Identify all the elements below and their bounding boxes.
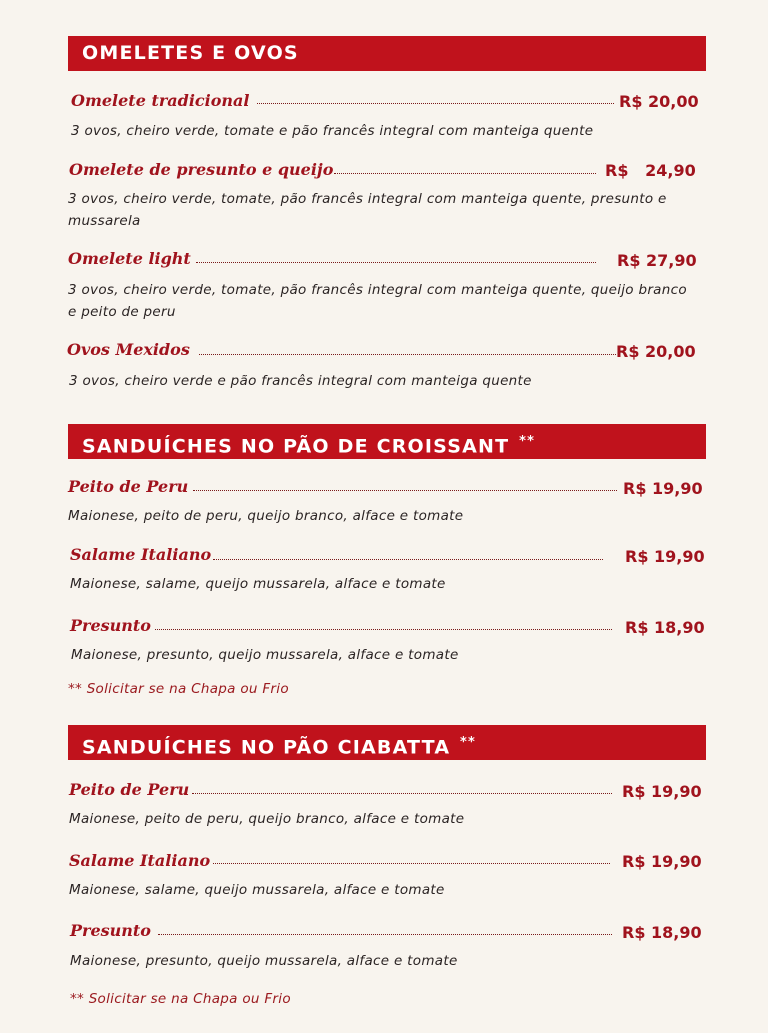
item-name: Peito de Peru [68, 477, 189, 496]
item-description: 3 ovos, cheiro verde e pão francês integral com manteiga quente [69, 373, 532, 389]
item-name: Peito de Peru [69, 780, 190, 799]
item-price: R$ 19,90 [623, 479, 703, 498]
item-name: Omelete tradicional [71, 91, 250, 110]
item-name: Omelete light [68, 249, 191, 268]
dotted-leader [334, 173, 596, 174]
item-price: R$ 27,90 [617, 251, 697, 270]
item-price: R$ 18,90 [625, 618, 705, 637]
item-description: Maionese, peito de peru, queijo branco, alface e tomate [68, 508, 464, 524]
dotted-leader [155, 629, 612, 630]
dotted-leader [257, 103, 614, 104]
item-price: R$ 20,00 [619, 92, 699, 111]
item-description: 3 ovos, cheiro verde, tomate, pão francês integral com manteiga quente, queijo branco e peito de peru [68, 282, 687, 320]
item-description: Maionese, peito de peru, queijo branco, alface e tomate [69, 811, 465, 827]
item-description: Maionese, salame, queijo mussarela, alface e tomate [70, 576, 446, 592]
item-description: Maionese, presunto, queijo mussarela, alface e tomate [71, 647, 459, 663]
item-description: 3 ovos, cheiro verde, tomate e pão francês integral com manteiga quente [71, 123, 594, 139]
item-price: R$ 19,90 [622, 852, 702, 871]
dotted-leader [193, 490, 617, 491]
item-description: 3 ovos, cheiro verde, tomate, pão francês integral com manteiga quente, presunto e mussarela [68, 191, 667, 229]
item-price: R$ 19,90 [625, 547, 705, 566]
section-header-ciabatta [68, 725, 706, 760]
section-header-croissant [68, 424, 706, 459]
item-price: R$ 18,90 [622, 923, 702, 942]
item-name: Presunto [70, 616, 151, 635]
section-title: SANDUÍCHES NO PÃO DE CROISSANT [82, 435, 510, 458]
section-title: OMELETES E OVOS [82, 42, 299, 64]
asterisks: ** [519, 434, 536, 449]
section-title: SANDUÍCHES NO PÃO CIABATTA [82, 736, 451, 759]
item-name: Salame Italiano [70, 545, 212, 564]
item-name: Ovos Mexidos [67, 340, 190, 359]
item-name: Omelete de presunto e queijo [69, 160, 334, 179]
footnote: ** Solicitar se na Chapa ou Frio [70, 991, 291, 1007]
dotted-leader [196, 262, 596, 263]
dotted-leader [192, 793, 612, 794]
item-name: Salame Italiano [69, 851, 211, 870]
item-description: Maionese, salame, queijo mussarela, alface e tomate [69, 882, 445, 898]
section-header-omeletes [68, 36, 706, 71]
item-description: Maionese, presunto, queijo mussarela, alface e tomate [70, 953, 458, 969]
item-price: R$ 24,90 [605, 161, 696, 180]
dotted-leader [213, 559, 603, 560]
item-price: R$ 19,90 [622, 782, 702, 801]
item-price: R$ 20,00 [616, 342, 696, 361]
dotted-leader [199, 354, 616, 355]
dotted-leader [158, 934, 612, 935]
item-name: Presunto [70, 921, 151, 940]
asterisks: ** [460, 735, 477, 750]
dotted-leader [213, 863, 610, 864]
footnote: ** Solicitar se na Chapa ou Frio [68, 681, 289, 697]
